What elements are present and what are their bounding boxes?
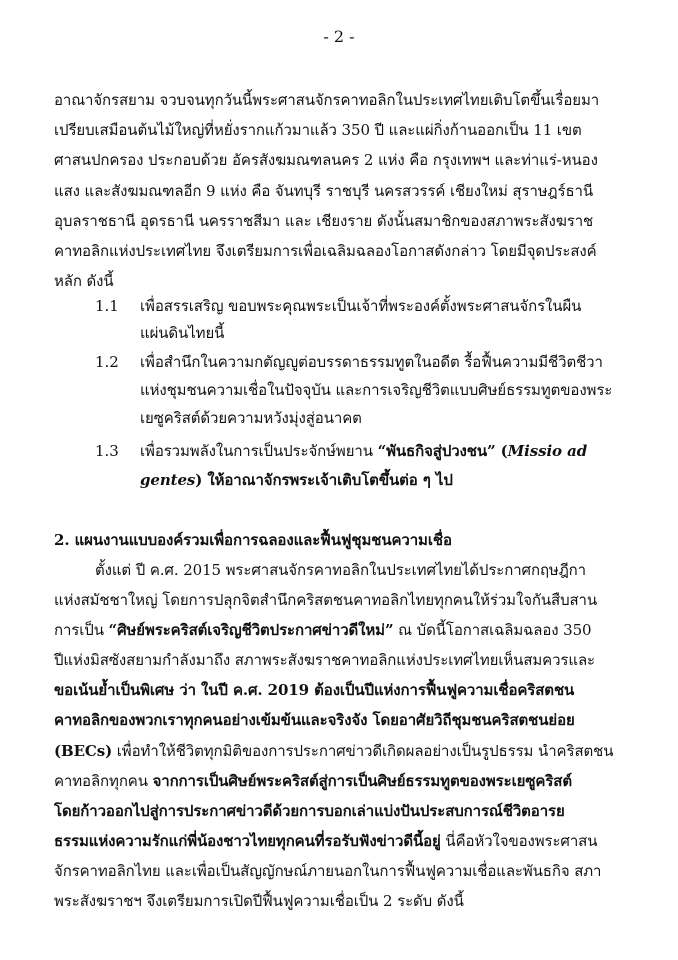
- intro-line: อาณาจักรสยาม จวบจนทุกวันนี้พระศาสนจักรคาทอลิกในประเทศไทยเติบโตขึ้นเรื่อยมา: [54, 91, 600, 109]
- motto-phrase: “ศิษย์พระคริสต์เจริญชีวิตประกาศข่าวดีใหม่”: [108, 621, 394, 639]
- section-heading: 2. แผนงานแบบองค์รวมเพื่อการฉลองและฟื้นฟูชุมชนความเชื่อ: [54, 531, 452, 549]
- objective-text: เพื่อรวมพลังในการเป็นประจักษ์พยาน: [140, 442, 378, 460]
- section-line: พระสังฆราชฯ จึงเตรียมการเปิดปีฟื้นฟูความเชื่อเป็น 2 ระดับ ดังนี้: [54, 892, 464, 910]
- intro-line: คาทอลิกแห่งประเทศไทย จึงเตรียมการเพื่อเฉลิมฉลองโอกาสดังกล่าว โดยมีจุดประสงค์: [54, 242, 597, 260]
- intro-line: ศาสนปกครอง ประกอบด้วย อัครสังฆมณฑลนคร 2 แห่ง คือ กรุงเทพฯ และท่าแร่-หนอง: [54, 151, 598, 169]
- section-line: ตั้งแต่ ปี ค.ศ. 2015 พระศาสนจักรคาทอลิกในประเทศไทยได้ประกาศกฤษฎีกา: [95, 561, 586, 579]
- paren-open: (: [495, 442, 508, 460]
- section-text: เพื่อทำให้ชีวิตทุกมิติของการประกาศข่าวดีเกิดผลอย่างเป็นรูปธรรม นำคริสตชน: [112, 742, 614, 760]
- bold-phrase: ธรรมแห่งความรักแก่พี่น้องชาวไทยทุกคนที่รอรับฟังข่าวดีนี้อยู่: [54, 832, 441, 850]
- bold-phrase: จากการเป็นศิษย์พระคริสต์สู่การเป็นศิษย์ธรรมทูตของพระเยซูคริสต์: [152, 772, 572, 790]
- objective-line: เยซูคริสต์ด้วยความหวังมุ่งสู่อนาคต: [140, 409, 362, 427]
- objective-number: 1.1: [95, 297, 119, 315]
- objective-line: [140, 440, 587, 462]
- objective-line: แห่งชุมชนความเชื่อในปัจจุบัน และการเจริญชีวิตแบบศิษย์ธรรมทูตของพระ: [140, 381, 613, 399]
- page-number: - 2 -: [323, 27, 355, 46]
- section-line: [54, 770, 572, 792]
- section-line: คาทอลิกของพวกเราทุกคนอย่างเข้มข้นและจริงจัง โดยอาศัยวิถีชุมชนคริสตชนย่อย: [54, 711, 575, 729]
- section-text: การเป็น: [54, 621, 109, 639]
- becs-abbrev: (BECs): [54, 742, 113, 760]
- section-line: [54, 740, 613, 762]
- intro-line: แสง และสังฆมณฑลอีก 9 แห่ง คือ จันทบุรี ราชบุรี นครสวรรค์ เชียงใหม่ สุราษฎร์ธานี: [54, 182, 594, 200]
- objective-line: [140, 469, 453, 491]
- section-text: ณ บัดนี้โอกาสเฉลิมฉลอง 350: [393, 621, 592, 639]
- objective-number: 1.2: [95, 353, 119, 371]
- section-line: แห่งสมัชชาใหญ่ โดยการปลุกจิตสำนึกคริสตชนคาทอลิกไทยทุกคนให้ร่วมใจกันสืบสาน: [54, 591, 598, 609]
- section-line: [54, 619, 591, 641]
- latin-phrase: Missio ad: [507, 442, 588, 460]
- section-line: จักรคาทอลิกไทย และเพื่อเป็นสัญญักษณ์ภายนอกในการฟื้นฟูความเชื่อและพันธกิจ สภา: [54, 862, 602, 880]
- objective-line: แผ่นดินไทยนี้: [140, 324, 225, 342]
- intro-line: อุบลราชธานี อุดรธานี นครราชสีมา และ เชียงราย ดังนั้นสมาชิกของสภาพระสังฆราช: [54, 212, 594, 230]
- objective-number: 1.3: [95, 442, 119, 460]
- section-line: ขอเน้นย้ำเป็นพิเศษ ว่า ในปี ค.ศ. 2019 ต้องเป็นปีแห่งการฟื้นฟูความเชื่อคริสตชน: [54, 681, 575, 699]
- section-line: [54, 830, 597, 852]
- section-line: ปีแห่งมิสซังสยามกำลังมาถึง สภาพระสังฆราชคาทอลิกแห่งประเทศไทยเห็นสมควรและ: [54, 651, 595, 669]
- mission-phrase: “พันธกิจสู่ปวงชน”: [377, 442, 496, 460]
- objective-line: เพื่อสำนึกในความกตัญญูต่อบรรดาธรรมทูตในอดีต รื้อฟื้นความมีชีวิตชีวา: [140, 353, 603, 371]
- intro-line: หลัก ดังนี้: [54, 272, 114, 290]
- section-line: โดยก้าวออกไปสู่การประกาศข่าวดีด้วยการบอกเล่าแบ่งปันประสบการณ์ชีวิตอารย: [54, 802, 565, 820]
- latin-phrase: gentes: [140, 471, 196, 489]
- objective-text: ) ให้อาณาจักรพระเจ้าเติบโตขึ้นต่อ ๆ ไป: [195, 471, 453, 489]
- objective-line: เพื่อสรรเสริญ ขอบพระคุณพระเป็นเจ้าที่พระองค์ตั้งพระศาสนจักรในผืน: [140, 297, 582, 315]
- section-text: คาทอลิกทุกคน: [54, 772, 153, 790]
- section-text: นี่คือหัวใจของพระศาสน: [440, 832, 598, 850]
- intro-line: เปรียบเสมือนต้นไม้ใหญ่ที่หยั่งรากแก้วมาแล้ว 350 ปี และแผ่กิ่งก้านออกเป็น 11 เขต: [54, 121, 582, 139]
